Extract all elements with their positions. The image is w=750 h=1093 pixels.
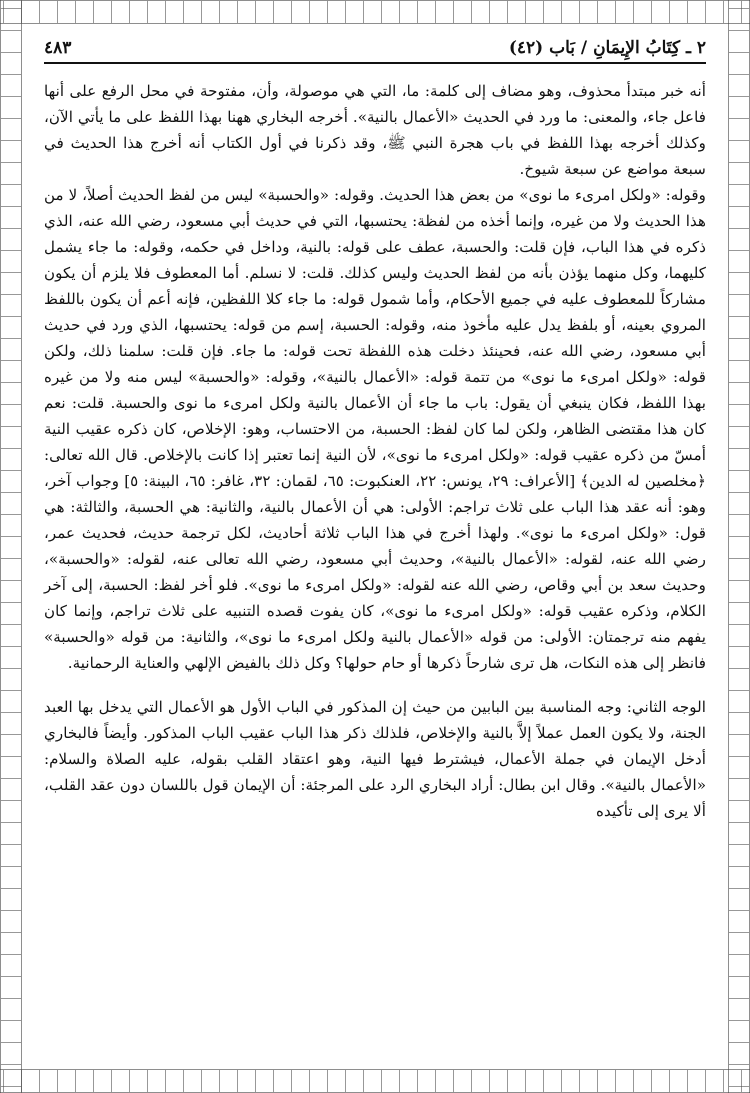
paragraph-3: الوجه الثاني: وجه المناسبة بين البابين من حيث إن المذكور في الباب الأول هو الأعمال التي يدخل بها العبد الجنة، ولا يكون العمل عملاً إلاَّ بالنية والإخلاص، فلذلك ذكر هذا الباب عقيب الباب المذكور. وأيضاً فالبخاري أدخل الإيمان في جملة الأعمال، فيشترط فيها النية، وهو اعتقاد القلب بقوله، عليه الصلاة والسلام: «الأعمال بالنية». وقال ابن بطال: أراد البخاري الرد على المرجئة: أن الإيمان قول باللسان دون عقد القلب، ألا يرى إلى تأكيده [44, 698, 706, 820]
running-title: ٢ ـ كِتَابُ الإِيمَانِ / بَاب (٤٢) [508, 38, 706, 58]
paragraph-1: أنه خبر مبتدأ محذوف، وهو مضاف إلى كلمة: ما، التي هي موصولة، وأن، مفتوحة في محل الرفع على أنها فاعل جاء، والمعنى: ما ورد في الحديث «الأعمال بالنية». أخرجه البخاري ههنا بهذا اللفظ على ما يأتي الآن، وكذلك أخرجه بهذا اللفظ في باب هجرة النبي ﷺ، وقد ذكرنا في أول الكتاب أنه أخرج هذا الحديث في سبعة مواضع عن سبعة شيوخ. [44, 82, 706, 178]
page-header [44, 38, 706, 64]
ornamental-border-top [0, 0, 750, 24]
paragraph-2: وقوله: «ولكل امرىء ما نوى» من بعض هذا الحديث. وقوله: «والحسبة» ليس من لفظ الحديث أصلاً، لا من هذا الحديث ولا من غيره، وإنما أخذه من لفظة: يحتسبها، التي في حديث أبي مسعود، رضي الله عنه، الذي ذكره في هذا الباب، فإن قلت: والحسبة، عطف على قوله: بالنية، وداخل في حكمه، وقوله: ما جاء يشمل كليهما، وكل منهما يؤذن بأنه من لفظ الحديث وليس كذلك. قلت: لا نسلم. أما المعطوف فلا يلزم أن يكون مشاركاً للمعطوف عليه في جميع الأحكام، وأما شمول قوله: ما جاء كلا اللفظين، فإنه أعم أن يكون باللفظ المروي بعينه، أو بلفظ يدل عليه مأخوذ منه، وقوله: الحسبة، إسم من قوله: يحتسبها، الذي ورد في حديث أبي مسعود، رضي الله عنه، فحينئذ دخلت هذه اللفظة تحت قوله: ما جاء. فإن قلت: سلمنا ذلك، ولكن قوله: «ولكل امرىء ما نوى» من تتمة قوله: «الأعمال بالنية»، وقوله: «والحسبة» ليس منه ولا من غيره بهذا اللفظ، فكان ينبغي أن يقول: باب ما جاء أن الأعمال بالنية ولكل امرىء ما نوى والحسبة. قلت: نعم كان هذا مقتضى الظاهر، ولكن لما كان لفظ: الحسبة، من الاحتساب، وهو: الإخلاص، كان ذكره عقيب النية أمسّ من ذكره عقيب قوله: «ولكل امرىء ما نوى»، لأن النية إنما تعتبر إذا كانت بالإخلاص. قال الله تعالى: ﴿مخلصين له الدين﴾ [الأعراف: ٢٩، يونس: ٢٢، العنكبوت: ٦٥، لقمان: ٣٢، غافر: ٦٥، البينة: ٥] وجواب آخر، وهو: أنه عقد هذا الباب على ثلاث تراجم: الأولى: هي أن الأعمال بالنية، والثانية: هي الحسبة، والثالثة: هي قول: «ولكل امرىء ما نوى». ولهذا أخرج في هذا الباب ثلاثة أحاديث، لكل ترجمة حديث، فحديث عمر، رضي الله عنه، لقوله: «الأعمال بالنية»، وحديث أبي مسعود، رضي الله تعالى عنه، لقوله: «والحسبة»، وحديث سعد بن أبي وقاص، رضي الله عنه لقوله: «ولكل امرىء ما نوى». فلو أخر لفظ: الحسبة، إلى آخر الكلام، وذكره عقيب قوله: «ولكل امرىء ما نوى»، كان يفوت قصده التنبيه على ثلاث تراجم، وإنما كان يفهم منه ترجمتان: الأولى: من قوله «الأعمال بالنية ولكل امرىء ما نوى»، والثانية: من قوله «والحسبة» فانظر إلى هذه النكات، هل ترى شارحاً ذكرها أو حام حولها؟ وكل ذلك بالفيض الإلهي والعناية الرحمانية. [44, 186, 706, 672]
book-page [44, 38, 706, 1063]
body-text [44, 78, 706, 824]
ornamental-border-right [728, 0, 750, 1093]
paragraph-gap [44, 676, 706, 694]
ornamental-border-left [0, 0, 22, 1093]
ornamental-border-bottom [0, 1069, 750, 1093]
page-number: ٤٨٣ [44, 38, 72, 58]
